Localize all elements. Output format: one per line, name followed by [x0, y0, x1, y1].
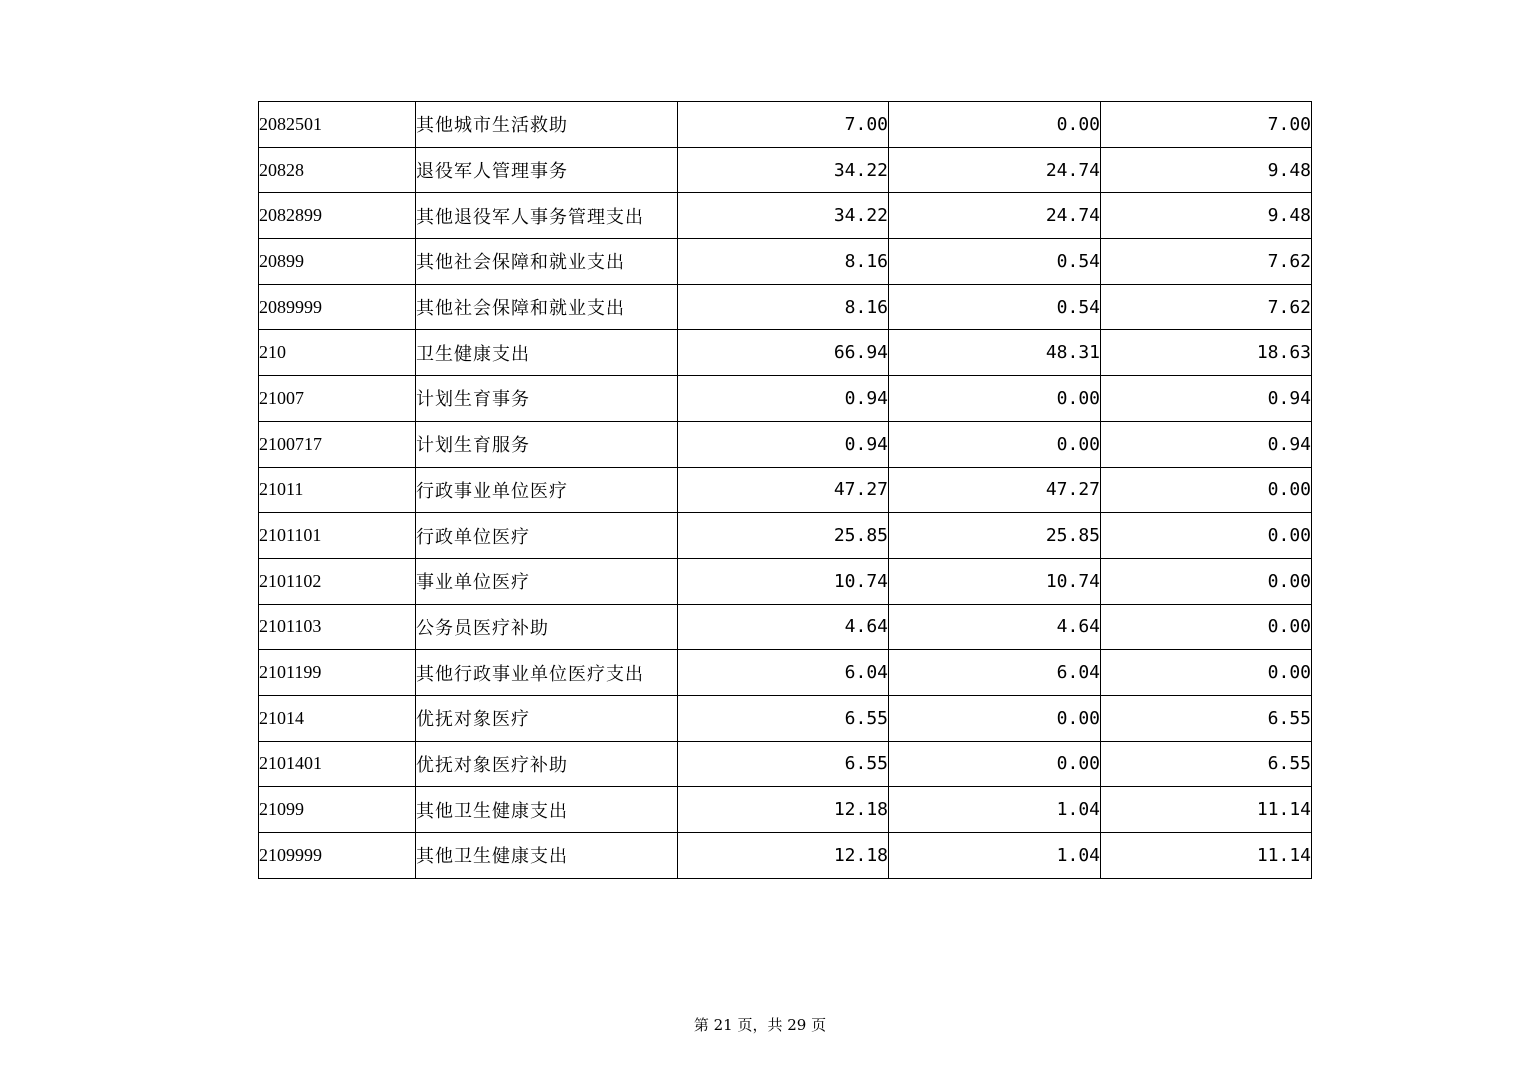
project-expenditure-cell: 0.00 — [1101, 558, 1312, 604]
basic-expenditure-cell: 24.74 — [889, 193, 1101, 239]
basic-expenditure-cell: 48.31 — [889, 330, 1101, 376]
subject-code-cell: 21099 — [259, 787, 416, 833]
subject-name-cell: 其他城市生活救助 — [416, 102, 678, 148]
subject-code-cell: 2100717 — [259, 421, 416, 467]
project-expenditure-cell: 6.55 — [1101, 695, 1312, 741]
subject-code-cell: 210 — [259, 330, 416, 376]
total-amount-cell: 0.94 — [678, 376, 889, 422]
basic-expenditure-cell: 25.85 — [889, 513, 1101, 559]
basic-expenditure-cell: 1.04 — [889, 787, 1101, 833]
total-amount-cell: 47.27 — [678, 467, 889, 513]
table-row — [259, 421, 1312, 467]
subject-code-cell: 2082501 — [259, 102, 416, 148]
project-expenditure-cell: 7.00 — [1101, 102, 1312, 148]
basic-expenditure-cell: 0.54 — [889, 239, 1101, 285]
total-amount-cell: 10.74 — [678, 558, 889, 604]
project-expenditure-cell: 0.94 — [1101, 421, 1312, 467]
total-amount-cell: 12.18 — [678, 833, 889, 879]
subject-name-cell: 其他卫生健康支出 — [416, 833, 678, 879]
table-row — [259, 102, 1312, 148]
project-expenditure-cell: 11.14 — [1101, 787, 1312, 833]
subject-code-cell: 20828 — [259, 147, 416, 193]
table-body — [259, 102, 1312, 879]
project-expenditure-cell: 0.00 — [1101, 513, 1312, 559]
basic-expenditure-cell: 47.27 — [889, 467, 1101, 513]
subject-code-cell: 2101103 — [259, 604, 416, 650]
subject-code-cell: 2082899 — [259, 193, 416, 239]
subject-code-cell: 2101101 — [259, 513, 416, 559]
basic-expenditure-cell: 1.04 — [889, 833, 1101, 879]
subject-name-cell: 优抚对象医疗 — [416, 695, 678, 741]
basic-expenditure-cell: 4.64 — [889, 604, 1101, 650]
basic-expenditure-cell: 0.54 — [889, 284, 1101, 330]
basic-expenditure-cell: 24.74 — [889, 147, 1101, 193]
basic-expenditure-cell: 0.00 — [889, 102, 1101, 148]
total-amount-cell: 6.55 — [678, 741, 889, 787]
subject-name-cell: 其他行政事业单位医疗支出 — [416, 650, 678, 696]
subject-code-cell: 2101102 — [259, 558, 416, 604]
subject-code-cell: 2101199 — [259, 650, 416, 696]
subject-code-cell: 21011 — [259, 467, 416, 513]
table-row — [259, 147, 1312, 193]
total-amount-cell: 4.64 — [678, 604, 889, 650]
table-row — [259, 239, 1312, 285]
basic-expenditure-cell: 10.74 — [889, 558, 1101, 604]
total-amount-cell: 66.94 — [678, 330, 889, 376]
project-expenditure-cell: 0.00 — [1101, 467, 1312, 513]
subject-code-cell: 20899 — [259, 239, 416, 285]
table-row — [259, 695, 1312, 741]
project-expenditure-cell: 6.55 — [1101, 741, 1312, 787]
basic-expenditure-cell: 0.00 — [889, 695, 1101, 741]
table-row — [259, 376, 1312, 422]
total-amount-cell: 6.04 — [678, 650, 889, 696]
table-row — [259, 513, 1312, 559]
table-row — [259, 741, 1312, 787]
total-amount-cell: 12.18 — [678, 787, 889, 833]
total-amount-cell: 0.94 — [678, 421, 889, 467]
subject-name-cell: 优抚对象医疗补助 — [416, 741, 678, 787]
total-amount-cell: 25.85 — [678, 513, 889, 559]
budget-expenditure-table — [258, 101, 1312, 879]
subject-name-cell: 事业单位医疗 — [416, 558, 678, 604]
subject-name-cell: 其他卫生健康支出 — [416, 787, 678, 833]
basic-expenditure-cell: 0.00 — [889, 741, 1101, 787]
project-expenditure-cell: 9.48 — [1101, 147, 1312, 193]
subject-code-cell: 21014 — [259, 695, 416, 741]
project-expenditure-cell: 0.00 — [1101, 650, 1312, 696]
subject-code-cell: 2109999 — [259, 833, 416, 879]
table-row — [259, 787, 1312, 833]
subject-name-cell: 计划生育服务 — [416, 421, 678, 467]
subject-name-cell: 公务员医疗补助 — [416, 604, 678, 650]
basic-expenditure-cell: 0.00 — [889, 421, 1101, 467]
subject-name-cell: 行政事业单位医疗 — [416, 467, 678, 513]
table-row — [259, 193, 1312, 239]
subject-code-cell: 2101401 — [259, 741, 416, 787]
project-expenditure-cell: 18.63 — [1101, 330, 1312, 376]
subject-name-cell: 其他社会保障和就业支出 — [416, 284, 678, 330]
project-expenditure-cell: 9.48 — [1101, 193, 1312, 239]
total-amount-cell: 8.16 — [678, 284, 889, 330]
project-expenditure-cell: 7.62 — [1101, 239, 1312, 285]
table-row — [259, 604, 1312, 650]
subject-name-cell: 计划生育事务 — [416, 376, 678, 422]
subject-name-cell: 其他社会保障和就业支出 — [416, 239, 678, 285]
subject-code-cell: 21007 — [259, 376, 416, 422]
table-row — [259, 558, 1312, 604]
project-expenditure-cell: 11.14 — [1101, 833, 1312, 879]
subject-name-cell: 行政单位医疗 — [416, 513, 678, 559]
table-row — [259, 833, 1312, 879]
basic-expenditure-cell: 6.04 — [889, 650, 1101, 696]
subject-code-cell: 2089999 — [259, 284, 416, 330]
table-row — [259, 467, 1312, 513]
table-row — [259, 284, 1312, 330]
total-amount-cell: 6.55 — [678, 695, 889, 741]
total-amount-cell: 7.00 — [678, 102, 889, 148]
basic-expenditure-cell: 0.00 — [889, 376, 1101, 422]
project-expenditure-cell: 0.00 — [1101, 604, 1312, 650]
total-amount-cell: 8.16 — [678, 239, 889, 285]
table-row — [259, 650, 1312, 696]
subject-name-cell: 其他退役军人事务管理支出 — [416, 193, 678, 239]
subject-name-cell: 卫生健康支出 — [416, 330, 678, 376]
page-number-footer: 第 21 页，共 29 页 — [693, 1016, 827, 1034]
subject-name-cell: 退役军人管理事务 — [416, 147, 678, 193]
total-amount-cell: 34.22 — [678, 193, 889, 239]
total-amount-cell: 34.22 — [678, 147, 889, 193]
project-expenditure-cell: 0.94 — [1101, 376, 1312, 422]
project-expenditure-cell: 7.62 — [1101, 284, 1312, 330]
table-row — [259, 330, 1312, 376]
